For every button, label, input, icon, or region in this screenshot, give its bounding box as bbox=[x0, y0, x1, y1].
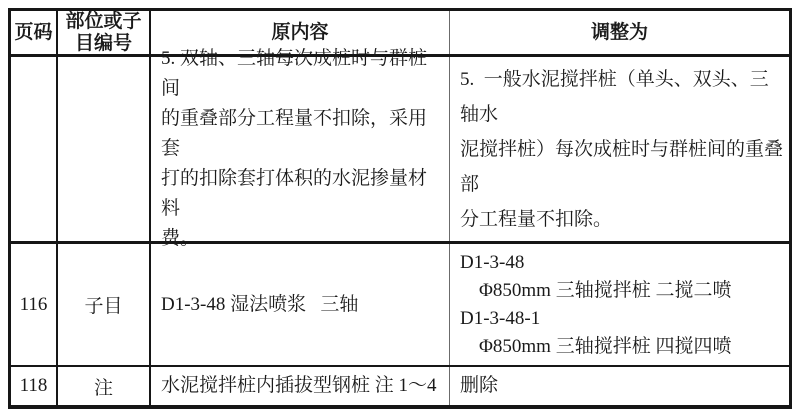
adjustment-table bbox=[8, 8, 792, 409]
adjusted-text-line: Φ850mm 三轴搅拌桩 二搅二喷 bbox=[460, 279, 732, 301]
cell-page bbox=[11, 57, 58, 241]
original-text-line: 水泥搅拌桩内插拔型钢桩 注 1～4 bbox=[161, 375, 437, 396]
table-row bbox=[11, 244, 789, 367]
cell-adjusted-content bbox=[450, 244, 789, 365]
adjusted-text-line: 分工程量不扣除。 bbox=[460, 208, 613, 230]
table-row bbox=[11, 367, 789, 405]
cell-adjusted-content bbox=[450, 57, 789, 241]
section-label: 子目 bbox=[84, 296, 123, 317]
original-text-line: 5. 双轴、三轴每次成桩时与群桩间 bbox=[161, 48, 428, 99]
header-label-original: 原内容 bbox=[271, 21, 329, 43]
original-text-line: D1-3-48 湿法喷浆 三轴 bbox=[161, 293, 359, 315]
cell-section bbox=[58, 57, 151, 241]
cell-original-content bbox=[151, 48, 450, 249]
cell-section bbox=[58, 367, 151, 405]
header-label-adjusted: 调整为 bbox=[590, 21, 648, 43]
table-row bbox=[11, 48, 789, 249]
cell-original-content bbox=[151, 367, 450, 405]
adjusted-text-line: D1-3-48 bbox=[460, 251, 525, 273]
header-cell-page bbox=[11, 11, 58, 54]
cell-section bbox=[58, 244, 151, 365]
original-text-line: 打的扣除套打体积的水泥掺量材料 bbox=[161, 168, 428, 219]
adjusted-text-line: 5. 一般水泥搅拌桩（单头、双头、三轴水 bbox=[460, 68, 769, 125]
adjusted-text-line: Φ850mm 三轴搅拌桩 四搅四喷 bbox=[460, 335, 732, 357]
adjusted-text-line: D1-3-48-1 bbox=[460, 307, 541, 329]
page-number: 118 bbox=[19, 375, 48, 396]
cell-adjusted-content bbox=[450, 367, 789, 405]
header-cell-adjusted bbox=[450, 11, 789, 54]
original-text-line: 的重叠部分工程量不扣除，采用套 bbox=[161, 108, 428, 159]
cell-page bbox=[11, 244, 58, 365]
cell-page bbox=[11, 367, 58, 405]
header-label-section: 部位或子目编号 bbox=[65, 10, 142, 54]
original-text-line: 费。 bbox=[161, 228, 200, 249]
section-label: 注 bbox=[93, 377, 113, 399]
cell-original-content bbox=[151, 244, 450, 365]
header-cell-section bbox=[58, 11, 151, 54]
header-label-page: 页码 bbox=[14, 21, 53, 43]
adjusted-text-line: 删除 bbox=[460, 375, 499, 396]
page-number: 116 bbox=[19, 293, 48, 315]
adjusted-text-line: 泥搅拌桩）每次成桩时与群桩间的重叠部 bbox=[460, 138, 784, 195]
